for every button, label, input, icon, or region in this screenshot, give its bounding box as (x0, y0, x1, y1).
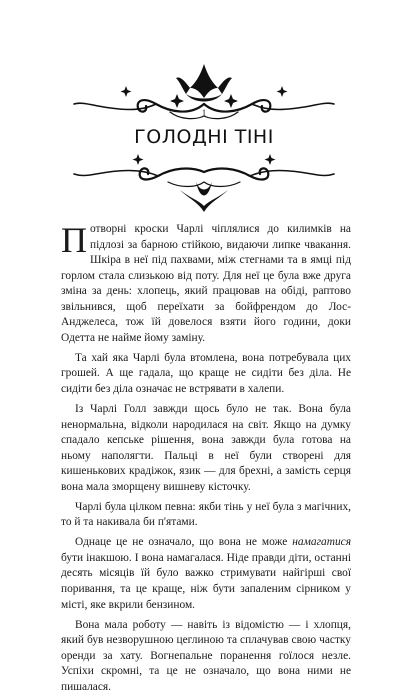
drop-cap: П (61, 220, 87, 260)
star-lower-left-icon (133, 154, 144, 165)
paragraph-text: Однаце це не означало, що вона не може (75, 536, 293, 549)
emphasized-word: намагатися (292, 536, 351, 549)
paragraph-text: бути інакшою. І вона намагалася. Ніде правди діти, останні десять місяців їй було важко стримувати найгірші свої поривання, та це краще, ніж бути запаленим сірником у місті, яке вкрили бензином. (61, 551, 351, 611)
chapter-title: ГОЛОДНІ ТІНІ (134, 126, 274, 148)
star-lower-right-icon (265, 154, 276, 165)
paragraph-2: Та хай яка Чарлі була втомлена, вона потребувала цих грошей. А ще гадала, що краще не сидіти без діла. Не сидіти без діла означає не встрявати в халепи. (61, 351, 351, 395)
paragraph-text: отворні кроски Чарлі чіплялися до килимків на підлозі за барною стійкою, видаючи липке чвакання. Шкіра в неї під пахвами, між стегнами та в ямці під горлом стала слизькою від поту. Для неї це була вже друга зміна за день: хлопець, який працював на обіді, раптово звільнився, щоб переїхати за бойфрендом до Лос-Анджелеса, тож їй довелося взяти його години, доки Одетта не найме йому заміну. (61, 223, 351, 344)
paragraph-4: Чарлі була цілком певна: якби тінь у неї була з магічних, то й та накивала би п'ятами. (61, 500, 351, 529)
paragraph-5 (61, 535, 351, 613)
star-left-icon (170, 94, 184, 108)
chapter-number: 1 (201, 108, 207, 118)
paragraph-6: Вона мала роботу — навіть із відомістю — і хлопця, який був незворушною цеглиною та сплачував свою частку оренди за хату. Вогнепальне поранення гоїлося незле. Успіхи скромні, та це не означало, що вона ними не пишалася. (61, 618, 351, 693)
chapter-body (61, 222, 351, 700)
crown-ornament (190, 64, 218, 98)
star-right-icon (224, 94, 238, 108)
paragraph-1 (61, 222, 351, 346)
paragraph-3: Із Чарлі Голл завжди щось було не так. Вона була ненормальна, відколи народилася на світ. Якщо на думку спадало кепське рішення, вона завжди була готова на ньому наполягти. Пальці в неї були створені для кишенькових крадіжок, язик — для брехні, а замість серця вона мала зморщену вишневу кісточку. (61, 403, 351, 493)
